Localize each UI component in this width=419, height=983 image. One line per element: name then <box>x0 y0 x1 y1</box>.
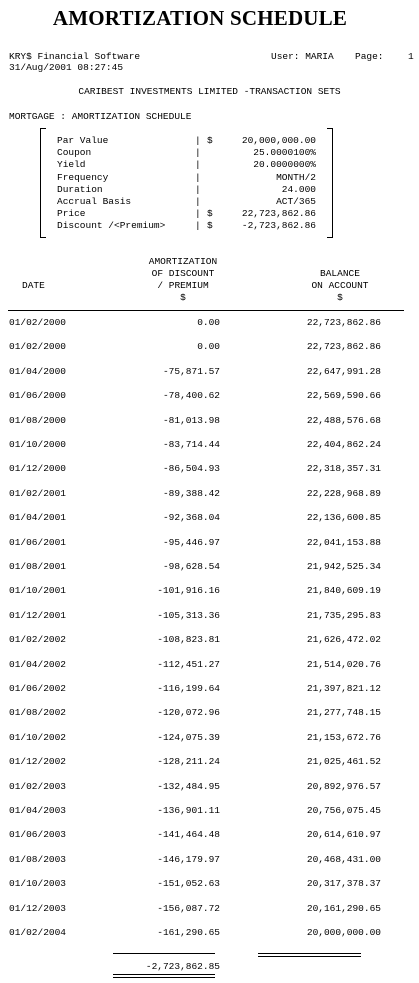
table-row <box>0 756 419 768</box>
row-balance: 21,840,609.19 <box>306 585 381 597</box>
table-row <box>0 683 419 695</box>
amort-header-line2: OF DISCOUNT <box>151 268 215 279</box>
company-heading: CARIBEST INVESTMENTS LIMITED -TRANSACTION SETS <box>78 86 341 97</box>
table-row <box>0 903 419 915</box>
row-amortization: -78,400.62 <box>162 390 220 402</box>
row-amortization: -81,013.98 <box>162 414 220 426</box>
balance-double-rule-1 <box>258 953 361 954</box>
row-date: 01/02/2002 <box>9 634 67 646</box>
row-balance: 22,228,968.89 <box>306 487 381 499</box>
row-balance: 20,161,290.65 <box>306 902 381 914</box>
row-balance: 22,569,590.66 <box>306 390 381 402</box>
row-amortization: 0.00 <box>197 317 220 328</box>
param-row <box>41 184 332 196</box>
row-balance: 20,614,610.97 <box>306 829 381 841</box>
param-separator: | <box>195 208 201 220</box>
param-value: 20.0000000% <box>253 159 316 171</box>
row-balance: 21,153,672.76 <box>306 731 381 743</box>
table-row <box>0 341 419 353</box>
table-row <box>0 610 419 622</box>
balance-header-line1: BALANCE <box>320 268 360 279</box>
report-datetime: 31/Aug/2001 08:27:45 <box>9 62 124 73</box>
table-row <box>0 854 419 866</box>
row-balance: 22,404,862.24 <box>306 439 381 450</box>
row-balance: 21,025,461.52 <box>306 756 381 768</box>
row-amortization: -86,504.93 <box>162 463 220 475</box>
table-row <box>0 829 419 841</box>
row-amortization: -83,714.44 <box>162 439 220 450</box>
date-column-header: DATE <box>22 280 45 291</box>
row-date: 01/12/2001 <box>9 609 67 621</box>
param-currency: $ <box>207 135 213 146</box>
row-date: 01/06/2003 <box>9 829 67 841</box>
table-row <box>0 415 419 427</box>
param-currency: $ <box>207 208 213 220</box>
row-date: 01/08/2001 <box>9 561 67 572</box>
table-row <box>0 878 419 890</box>
section-heading: MORTGAGE : AMORTIZATION SCHEDULE <box>9 111 192 122</box>
row-date: 01/02/2000 <box>9 341 67 353</box>
row-date: 01/04/2000 <box>9 365 67 377</box>
row-balance: 21,942,525.34 <box>306 561 381 572</box>
total-amortization: -2,723,862.85 <box>145 961 220 972</box>
row-balance: 22,647,991.28 <box>306 365 381 377</box>
table-row <box>0 390 419 402</box>
row-balance: 22,041,153.88 <box>306 536 381 548</box>
table-row <box>0 463 419 475</box>
row-amortization: -156,087.72 <box>157 902 220 914</box>
table-row <box>0 805 419 817</box>
total-double-rule-1 <box>113 974 215 975</box>
row-balance: 21,397,821.12 <box>306 683 381 694</box>
row-balance: 22,318,357.31 <box>306 463 381 475</box>
row-amortization: -75,871.57 <box>162 365 220 377</box>
row-date: 01/12/2003 <box>9 902 67 914</box>
param-separator: | <box>195 196 201 207</box>
table-row <box>0 561 419 573</box>
table-row <box>0 317 419 329</box>
row-amortization: -128,211.24 <box>157 756 220 768</box>
param-separator: | <box>195 220 201 232</box>
row-balance: 22,488,576.68 <box>306 414 381 426</box>
param-label: Yield <box>57 159 86 171</box>
param-row <box>41 220 332 232</box>
row-date: 01/04/2001 <box>9 512 67 524</box>
balance-header-line2: ON ACCOUNT <box>311 280 369 291</box>
row-balance: 22,136,600.85 <box>306 512 381 524</box>
balance-header-currency: $ <box>337 292 343 303</box>
row-amortization: -98,628.54 <box>162 561 220 572</box>
amort-header-line1: AMORTIZATION <box>148 256 218 267</box>
row-date: 01/06/2000 <box>9 390 67 402</box>
row-date: 01/02/2004 <box>9 927 67 938</box>
balance-double-rule-2 <box>258 956 361 957</box>
param-label: Price <box>57 208 86 220</box>
row-amortization: -101,916.16 <box>157 585 220 597</box>
parameters-box <box>40 128 333 238</box>
param-label: Coupon <box>57 147 92 159</box>
table-row <box>0 732 419 744</box>
table-row <box>0 439 419 451</box>
row-date: 01/06/2001 <box>9 536 67 548</box>
row-balance: 21,626,472.02 <box>306 634 381 646</box>
table-row <box>0 537 419 549</box>
param-label: Accrual Basis <box>57 196 132 207</box>
table-row <box>0 659 419 671</box>
param-separator: | <box>195 159 201 171</box>
table-row <box>0 927 419 939</box>
param-separator: | <box>195 183 201 195</box>
row-amortization: -112,451.27 <box>157 658 220 670</box>
param-currency: $ <box>207 220 213 232</box>
param-value: 25.0000100% <box>253 147 316 159</box>
table-row <box>0 366 419 378</box>
param-value: -2,723,862.86 <box>241 220 316 232</box>
row-date: 01/08/2002 <box>9 707 67 719</box>
param-label: Par Value <box>57 135 109 146</box>
row-date: 01/10/2002 <box>9 731 67 743</box>
row-date: 01/02/2000 <box>9 317 67 328</box>
row-balance: 20,317,378.37 <box>306 878 381 890</box>
row-date: 01/06/2002 <box>9 683 67 694</box>
row-date: 01/04/2002 <box>9 658 67 670</box>
table-row <box>0 585 419 597</box>
table-row <box>0 781 419 793</box>
param-separator: | <box>195 171 201 183</box>
param-row <box>41 196 332 208</box>
param-row <box>41 172 332 184</box>
row-balance: 21,735,295.83 <box>306 609 381 621</box>
row-amortization: 0.00 <box>197 341 220 353</box>
table-row <box>0 634 419 646</box>
row-amortization: -120,072.96 <box>157 707 220 719</box>
param-value: MONTH/2 <box>276 171 316 183</box>
row-amortization: -116,199.64 <box>157 683 220 694</box>
total-top-rule <box>113 953 215 954</box>
param-row <box>41 159 332 171</box>
param-label: Frequency <box>57 171 109 183</box>
table-row <box>0 512 419 524</box>
row-amortization: -161,290.65 <box>157 927 220 938</box>
row-date: 01/02/2003 <box>9 780 67 792</box>
row-date: 01/10/2001 <box>9 585 67 597</box>
param-value: ACT/365 <box>276 196 316 207</box>
param-row <box>41 208 332 220</box>
report-title: AMORTIZATION SCHEDULE <box>52 6 348 30</box>
row-date: 01/08/2003 <box>9 853 67 865</box>
param-separator: | <box>195 147 201 159</box>
table-row <box>0 488 419 500</box>
table-row <box>0 707 419 719</box>
row-date: 01/12/2002 <box>9 756 67 768</box>
row-balance: 20,756,075.45 <box>306 805 381 816</box>
row-balance: 22,723,862.86 <box>306 341 381 353</box>
row-balance: 20,468,431.00 <box>306 853 381 865</box>
param-label: Duration <box>57 183 103 195</box>
row-date: 01/10/2000 <box>9 439 67 450</box>
param-separator: | <box>195 135 201 146</box>
row-amortization: -146,179.97 <box>157 853 220 865</box>
page-label: Page: <box>355 51 384 62</box>
row-amortization: -151,052.63 <box>157 878 220 890</box>
param-row <box>41 147 332 159</box>
row-date: 01/10/2003 <box>9 878 67 890</box>
row-date: 01/12/2000 <box>9 463 67 475</box>
row-amortization: -124,075.39 <box>157 731 220 743</box>
row-date: 01/02/2001 <box>9 487 67 499</box>
amort-header-currency: $ <box>180 292 186 303</box>
page-number: 1 <box>408 51 414 62</box>
param-value: 24.000 <box>281 183 316 195</box>
row-amortization: -141,464.48 <box>157 829 220 841</box>
software-name: KRY$ Financial Software <box>9 51 141 62</box>
row-balance: 22,723,862.86 <box>306 317 381 328</box>
header-rule <box>8 310 404 311</box>
param-label: Discount /<Premium> <box>57 220 166 232</box>
row-amortization: -89,388.42 <box>162 487 220 499</box>
row-amortization: -136,901.11 <box>157 805 220 816</box>
row-balance: 20,892,976.57 <box>306 780 381 792</box>
row-amortization: -92,368.04 <box>162 512 220 524</box>
amort-header-line3: / PREMIUM <box>157 280 209 291</box>
total-double-rule-2 <box>113 977 215 978</box>
row-amortization: -108,823.81 <box>157 634 220 646</box>
param-row <box>41 135 332 147</box>
param-value: 22,723,862.86 <box>241 208 316 220</box>
row-date: 01/08/2000 <box>9 414 67 426</box>
row-amortization: -105,313.36 <box>157 609 220 621</box>
row-amortization: -95,446.97 <box>162 536 220 548</box>
row-amortization: -132,484.95 <box>157 780 220 792</box>
row-balance: 21,277,748.15 <box>306 707 381 719</box>
row-date: 01/04/2003 <box>9 805 67 816</box>
param-value: 20,000,000.00 <box>241 135 316 146</box>
row-balance: 20,000,000.00 <box>306 927 381 938</box>
user-label: User: MARIA <box>271 51 334 62</box>
row-balance: 21,514,020.76 <box>306 658 381 670</box>
